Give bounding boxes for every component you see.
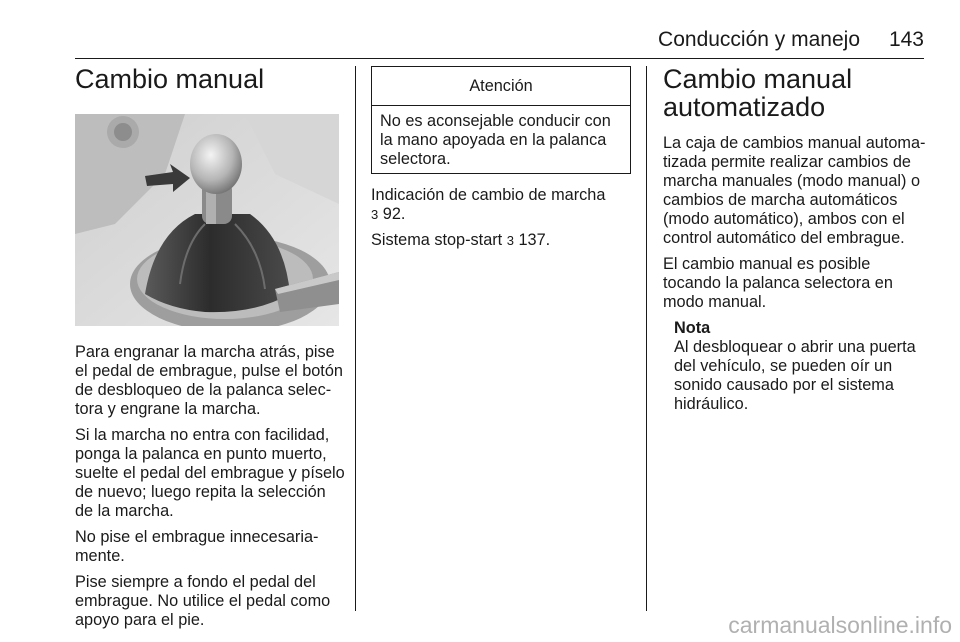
reference-arrow-icon: 3 <box>506 233 514 248</box>
link-text: Indicación de cambio de marcha <box>371 186 606 204</box>
paragraph: El cambio manual es posible tocando la palanca selectora en modo manual. <box>663 255 893 311</box>
note-body: Al desbloquear o abrir una puerta del vehículo, se pueden oír un sonido causado por el sistema hidráulico. <box>674 338 916 413</box>
warning-body: No es aconsejable conducir con la mano apoyada en la palanca selectora. <box>380 112 611 168</box>
reference-arrow-icon: 3 <box>371 207 379 222</box>
column1-body <box>75 343 345 637</box>
column3-body <box>663 134 931 414</box>
watermark: carmanualsonline.info <box>728 612 952 638</box>
section-title-manual: Cambio manual <box>75 64 265 94</box>
warning-heading: Atención <box>372 67 630 106</box>
cross-reference-stop-start[interactable] <box>371 231 633 250</box>
section-title-automated: Cambio manual automatizado <box>663 64 853 122</box>
page-reference: 92. <box>382 205 406 223</box>
page-reference: 137. <box>518 231 551 249</box>
paragraph: Pise siempre a fondo el pedal del embrague. No utilice el pedal como apoyo para el pie. <box>75 573 331 629</box>
note-label: Nota <box>674 319 711 337</box>
header-section-title: Conducción y manejo <box>658 28 860 51</box>
column-divider-left <box>355 66 356 611</box>
link-text: Sistema stop-start <box>371 231 503 249</box>
column2-body <box>371 186 633 257</box>
page-number: 143 <box>888 28 924 51</box>
gear-lever-photo <box>75 114 339 326</box>
column-divider-right <box>646 66 647 611</box>
warning-box <box>371 66 631 174</box>
paragraph: Para engranar la marcha atrás, pise el pedal de embrague, pulse el botón de desbloqueo de la palanca selec‑ tora y engrane la marcha. <box>75 343 343 418</box>
paragraph: No pise el embrague innecesaria‑ mente. <box>75 528 319 565</box>
paragraph: Si la marcha no entra con facilidad, ponga la palanca en punto muerto, suelte el pedal del embrague y píselo de nuevo; luego repita la selección de la marcha. <box>75 426 345 520</box>
note-box <box>674 319 931 414</box>
paragraph: La caja de cambios manual automa‑ tizada permite realizar cambios de marcha manuales (modo manual) o cambios de marcha automáticos (modo automático), ambos con el control automático del embrague. <box>663 134 926 247</box>
cross-reference-gear-indicator[interactable] <box>371 186 633 224</box>
header-rule <box>75 58 924 59</box>
